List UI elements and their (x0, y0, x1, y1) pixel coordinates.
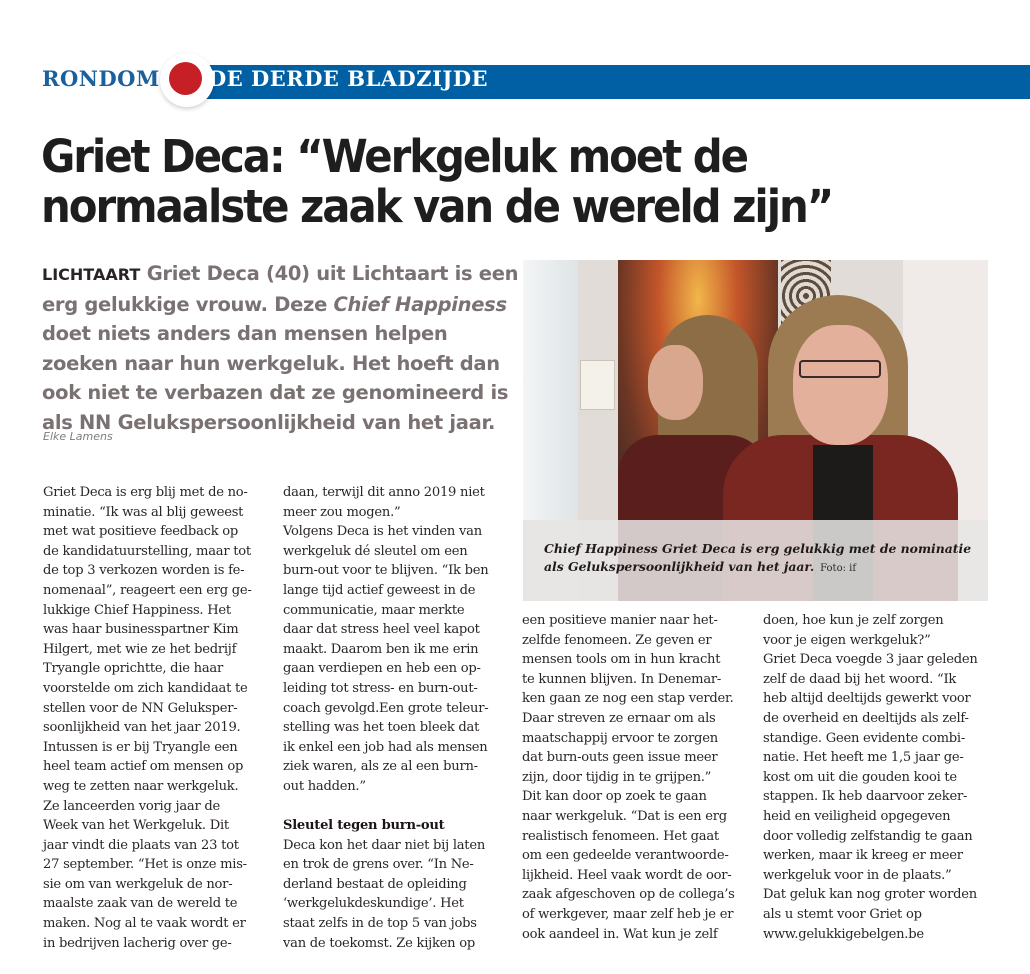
lead-paragraph (42, 259, 522, 437)
text-line: leiding tot stress- en burn-out- (283, 680, 478, 696)
text-line: Intussen is er bij Tryangle een (43, 739, 238, 755)
lead-text-1: Griet Deca (40) uit Lichtaart is een erg gelukkige vrouw. Deze (42, 262, 519, 316)
text-line: de overheid en deeltijds als zelf- (763, 710, 969, 726)
text-line: heel team actief om mensen op (43, 759, 244, 775)
text-line: nomenaal”, reageert een erg ge- (43, 582, 252, 598)
text-line: zijn, door tijdig in te grijpen.” (522, 769, 712, 785)
byline: Elke Lamens (43, 430, 113, 443)
photo-window (523, 260, 578, 520)
text-line: Ze lanceerden vorig jaar de (43, 798, 220, 814)
text-line: Hilgert, met wie ze het bedrijf (43, 641, 237, 657)
photo-person-glasses (799, 360, 881, 378)
text-line: ziek waren, als ze al een burn- (283, 759, 478, 775)
text-line: realistisch fenomeen. Het gaat (522, 828, 719, 844)
text-line: stellen voor de NN Geluksper- (43, 700, 238, 716)
headline-line-1: Griet Deca: “Werkgeluk moet de (41, 130, 747, 183)
headline (41, 132, 878, 232)
text-line: 27 september. “Het is onze mis- (43, 857, 247, 873)
photo-poster (580, 360, 615, 410)
text-line: burn-out voor te blijven. “Ik ben (283, 563, 489, 579)
text-line: Griet Deca voegde 3 jaar geleden (763, 652, 978, 668)
text-line: van de toekomst. Ze kijken op (283, 935, 476, 951)
text-line: ‘werkgelukdeskundige’. Het (283, 896, 464, 912)
text-line: een positieve manier naar het- (522, 613, 718, 628)
text-line: kost om uit die gouden kooi te (763, 769, 957, 785)
text-line: communicatie, maar merkte (283, 602, 465, 618)
text-line: standige. Geen evidente combi- (763, 730, 965, 746)
text-line: Tryangle oprichtte, die haar (43, 661, 223, 677)
body-column-1 (43, 483, 268, 953)
body-column-3 (522, 611, 752, 944)
website-link[interactable]: www.gelukkigebelgen.be (763, 926, 924, 942)
text-line: Deca kon het daar niet bij laten (283, 837, 486, 853)
body-column-2 (283, 483, 513, 953)
text-line: heb altijd deeltijds gewerkt voor (763, 691, 971, 707)
text-line: staat zelfs in de top 5 van jobs (283, 916, 477, 932)
text-line: maken. Nog al te vaak wordt er (43, 916, 246, 932)
section-label-rondom: RONDOM (42, 66, 160, 91)
text-line: was haar businesspartner Kim (43, 622, 239, 638)
photo-reflection-face (648, 345, 703, 420)
text-line: de top 3 verkozen worden is fe- (43, 563, 245, 579)
text-line: Daar streven ze ernaar om als (522, 710, 716, 726)
text-line: te kunnen blijven. In Denemar- (522, 671, 722, 687)
text-line: Week van het Werkgeluk. Dit (43, 818, 229, 834)
text-line: derland bestaat de opleiding (283, 876, 467, 892)
text-line: of werkgever, maar zelf heb je er (522, 906, 734, 922)
text-line: zelf de daad bij het woord. “Ik (763, 671, 957, 687)
red-dot-icon (169, 62, 202, 95)
text-line: soonlijkheid van het jaar 2019. (43, 720, 241, 736)
text-line: gaan verdiepen en heb een op- (283, 661, 481, 677)
caption-text: Chief Happiness Griet Deca is erg gelukkig met de nominatie als Gelukspersoonlijkheid van het jaar. (544, 541, 972, 574)
text-line: coach gevolgd.Een grote teleur- (283, 700, 489, 716)
text-line: voorstelde om zich kandidaat te (43, 680, 248, 696)
photo-caption (544, 540, 974, 578)
text-line: werkgeluk dé sleutel om een (283, 543, 468, 559)
text-line: out hadden.” (283, 778, 366, 794)
text-line: stappen. Ik heb daarvoor zeker- (763, 789, 968, 805)
text-line: als u stemt voor Griet op (763, 906, 922, 922)
text-line: werkgeluk voor in de plaats.” (763, 867, 952, 883)
paragraph-gap (283, 797, 513, 817)
text-line: lange tijd actief geweest in de (283, 582, 476, 598)
body-column-4 (763, 611, 993, 944)
text-line: meer zou mogen.” (283, 504, 401, 520)
text-line: Griet Deca is erg blij met de no- (43, 485, 248, 500)
text-line: mensen tools om in hun kracht (522, 652, 721, 668)
text-line: Dat geluk kan nog groter worden (763, 887, 977, 903)
text-line: minatie. “Ik was al blij geweest (43, 504, 244, 520)
text-line: door volledig zelfstandig te gaan (763, 828, 973, 844)
text-line: dat burn-outs geen issue meer (522, 750, 718, 766)
text-line: ik enkel een job had als mensen (283, 739, 488, 755)
text-line: ook aandeel in. Wat kun je zelf (522, 926, 718, 942)
subheading: Sleutel tegen burn-out (283, 818, 445, 834)
lead-text-2: doet niets anders dan mensen helpen zoeken naar hun werkgeluk. Het hoeft dan ook niet te verbazen dat ze genomineerd is als NN Gelukspersoonlijkheid van het jaar. (42, 322, 509, 434)
text-line: lijkheid. Heel vaak wordt de oor- (522, 867, 732, 883)
text-line: naar werkgeluk. “Dat is een erg (522, 808, 727, 824)
text-line: met wat positieve feedback op (43, 524, 239, 540)
text-line: Volgens Deca is het vinden van (283, 524, 482, 540)
text-line: weg te zetten naar werkgeluk. (43, 778, 239, 794)
photo-person-face (793, 325, 888, 445)
dateline: LICHTAART (42, 265, 141, 284)
article-photo (523, 260, 988, 601)
text-line: maakt. Daarom ben ik me erin (283, 641, 479, 657)
section-label-derde-bladzijde: DE DERDE BLADZIJDE (208, 66, 489, 91)
text-line: heid en veiligheid opgegeven (763, 808, 951, 824)
text-line: jaar vindt die plaats van 23 tot (43, 837, 239, 853)
text-line: doen, hoe kun je zelf zorgen (763, 613, 944, 628)
headline-line-2: normaalste zaak van de wereld zijn” (41, 180, 833, 233)
lead-italic: Chief Happiness (333, 292, 507, 316)
section-header (0, 63, 1030, 99)
text-line: stelling was het toen bleek dat (283, 720, 480, 736)
text-line: maalste zaak van de wereld te (43, 896, 238, 912)
text-line: sie om van werkgeluk de nor- (43, 876, 233, 892)
text-line: de kandidatuurstelling, maar tot (43, 543, 251, 559)
text-line: Dit kan door op zoek te gaan (522, 789, 707, 805)
text-line: zelfde fenomeen. Ze geven er (522, 632, 712, 648)
text-line: ken gaan ze nog een stap verder. (522, 691, 734, 707)
text-line: daar dat stress heel veel kapot (283, 622, 480, 638)
text-line: voor je eigen werkgeluk?” (763, 632, 931, 648)
text-line: maatschappij ervoor te zorgen (522, 730, 718, 746)
text-line: lukkige Chief Happiness. Het (43, 602, 231, 618)
text-line: daan, terwijl dit anno 2019 niet (283, 485, 485, 500)
text-line: zaak afgeschoven op de collega’s (522, 887, 735, 903)
text-line: en trok de grens over. “In Ne- (283, 857, 474, 873)
text-line: in bedrijven lacherig over ge- (43, 935, 232, 951)
photo-credit: Foto: if (820, 563, 857, 574)
text-line: om een gedeelde verantwoorde- (522, 848, 729, 864)
text-line: natie. Het heeft me 1,5 jaar ge- (763, 750, 964, 766)
text-line: werken, maar ik kreeg er meer (763, 848, 963, 864)
